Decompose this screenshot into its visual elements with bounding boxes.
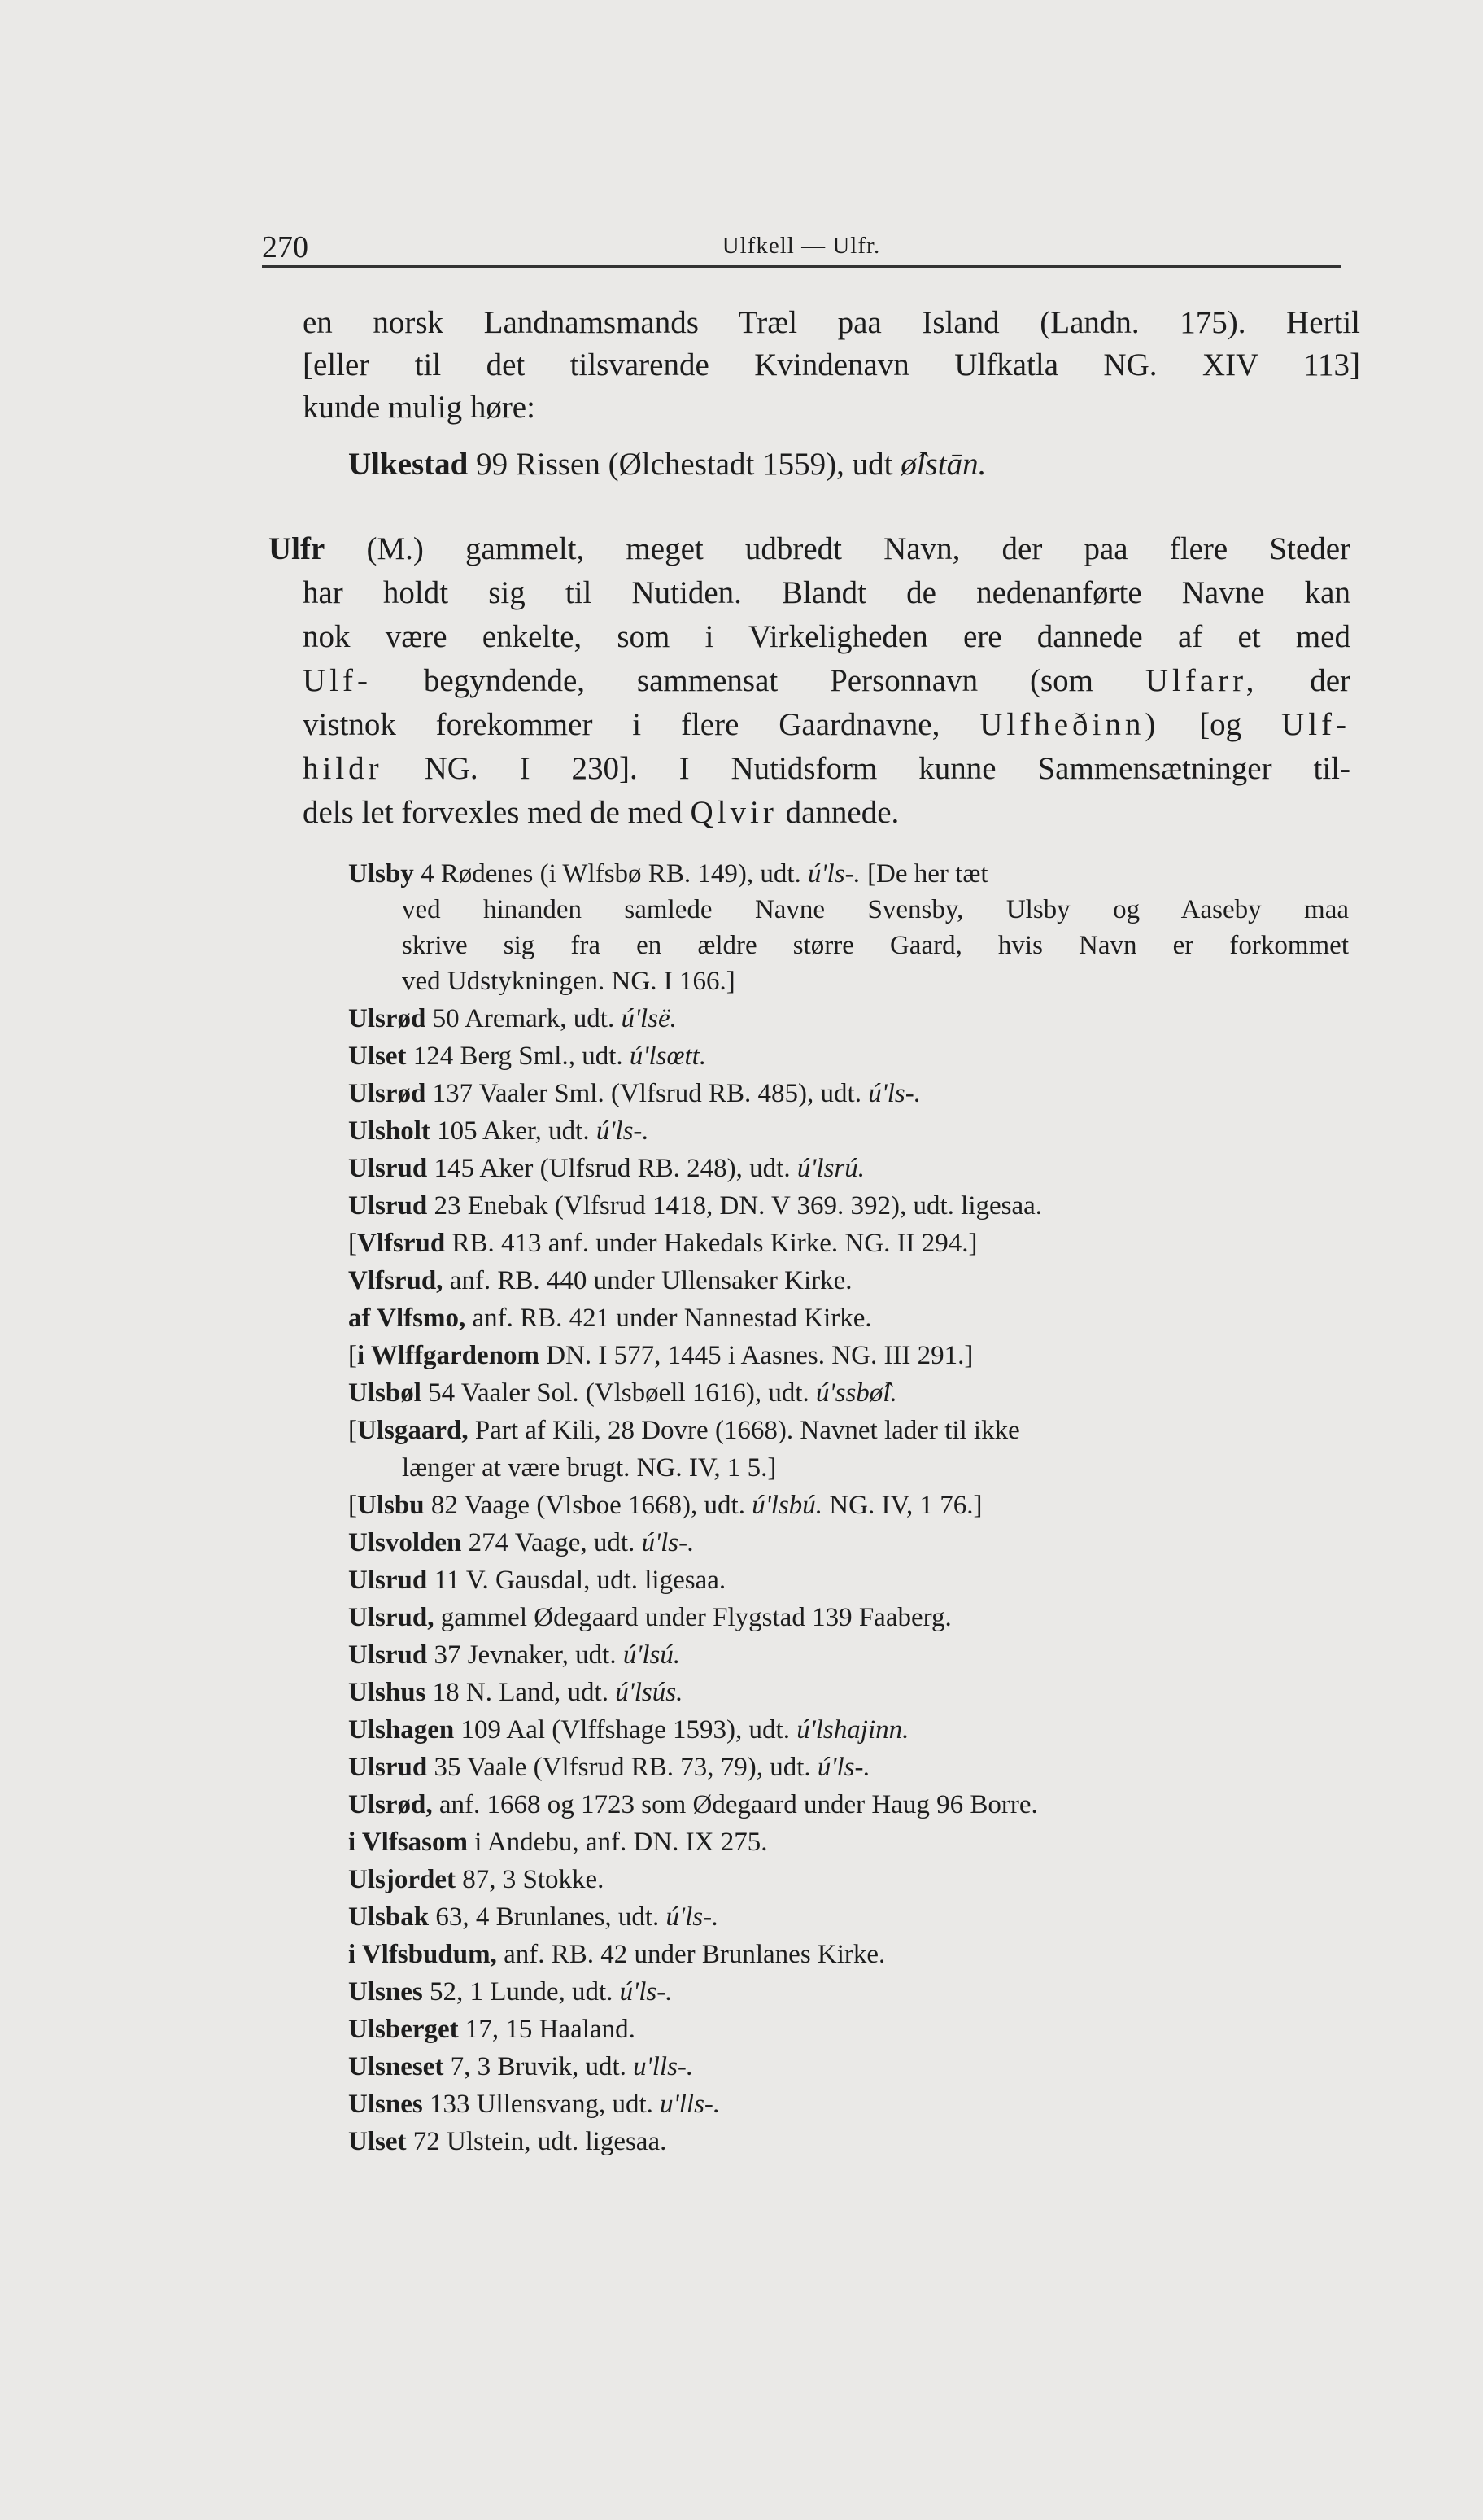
text-line: vistnok forekommer i flere Gaardnavne, Ulfheðinn) [og Ulf- — [303, 707, 1351, 742]
entry-line: Ulsbøl 54 Vaaler Sol. (Vlsbøell 1616), udt. ú'ssbø̂l. — [348, 1378, 897, 1408]
entry-line: Ulsjordet 87, 3 Stokke. — [348, 1865, 604, 1894]
entry-line: [Vlfsrud RB. 413 anf. under Hakedals Kirke. NG. II 294.] — [348, 1229, 978, 1258]
text-line: har holdt sig til Nutiden. Blandt de nedenanførte Navne kan — [303, 575, 1350, 610]
entry-continuation: skrive sig fra en ældre større Gaard, hvis Navn er forkommet — [402, 931, 1349, 960]
page-number: 270 — [262, 230, 308, 264]
entry-line: Ulsrud 37 Jevnaker, udt. ú'lsú. — [348, 1640, 681, 1670]
entry-line: Ulset 124 Berg Sml., udt. ú'lsœtt. — [348, 1042, 707, 1071]
entry-line: Ulsrud 35 Vaale (Vlfsrud RB. 73, 79), udt. ú'ls-. — [348, 1753, 870, 1782]
text-line: nok være enkelte, som i Virkeligheden ere dannede af et med — [303, 619, 1350, 654]
entry-line: Ulsvolden 274 Vaage, udt. ú'ls-. — [348, 1528, 695, 1557]
page-header — [262, 218, 1341, 268]
text-line: kunde mulig høre: — [303, 390, 535, 425]
headword: Ulfr — [268, 531, 325, 566]
entry-line: [i Wlffgardenom DN. I 577, 1445 i Aasnes. NG. III 291.] — [348, 1341, 974, 1370]
entry-continuation: ved Udstykningen. NG. I 166.] — [402, 967, 735, 996]
entry-line: Ulsrud, gammel Ødegaard under Flygstad 139 Faaberg. — [348, 1603, 952, 1632]
entry-name: Ulkestad — [348, 447, 469, 482]
entry-line: Ulset 72 Ulstein, udt. ligesaa. — [348, 2127, 667, 2156]
text-line: Ulfr (M.) gammelt, meget udbredt Navn, der paa flere Steder — [268, 531, 1351, 566]
entry-line: i Vlfsasom i Andebu, anf. DN. IX 275. — [348, 1828, 768, 1857]
entry-line: Ulsby 4 Rødenes (i Wlfsbø RB. 149), udt. ú'ls-. [De her tæt — [348, 859, 988, 889]
entry-continuation: længer at være brugt. NG. IV, 1 5.] — [402, 1453, 777, 1483]
entry-line: Ulsneset 7, 3 Bruvik, udt. u'lls-. — [348, 2052, 694, 2081]
text-line: [eller til det tilsvarende Kvindenavn Ulfkatla NG. XIV 113] — [303, 347, 1360, 382]
text-line: dels let forvexles med de med Qlvir dannede. — [303, 795, 900, 830]
entry-line: Ulsrud 145 Aker (Ulfsrud RB. 248), udt. ú'lsrú. — [348, 1154, 866, 1183]
entry-line: Ulsberget 17, 15 Haaland. — [348, 2015, 635, 2044]
entry-continuation: ved hinanden samlede Navne Svensby, Ulsby og Aaseby maa — [402, 895, 1349, 924]
entry-line: Ulshus 18 N. Land, udt. ú'lsús. — [348, 1678, 683, 1707]
entry-line: Ulsnes 133 Ullensvang, udt. u'lls-. — [348, 2090, 721, 2119]
entry-line: [Ulsgaard, Part af Kili, 28 Dovre (1668). Navnet lader til ikke — [348, 1416, 1020, 1445]
text-line: Ulf- begyndende, sammensat Personnavn (som Ulfarr, der — [303, 663, 1351, 698]
entry-line: Ulsbak 63, 4 Brunlanes, udt. ú'ls-. — [348, 1902, 719, 1932]
entry-line — [348, 446, 986, 483]
entry-line: Ulsholt 105 Aker, udt. ú'ls-. — [348, 1116, 649, 1146]
entry-line: Ulsrød, anf. 1668 og 1723 som Ødegaard under Haug 96 Borre. — [348, 1790, 1038, 1819]
entry-line: Ulshagen 109 Aal (Vlffshage 1593), udt. ú'lshajinn. — [348, 1715, 909, 1745]
entry-line: Ulsrød 137 Vaaler Sml. (Vlfsrud RB. 485), udt. ú'ls-. — [348, 1079, 922, 1108]
entry-line: [Ulsbu 82 Vaage (Vlsboe 1668), udt. ú'lsbú. NG. IV, 1 76.] — [348, 1491, 983, 1520]
entry-line: Ulsnes 52, 1 Lunde, udt. ú'ls-. — [348, 1977, 673, 2007]
text-line: hildr NG. I 230]. I Nutidsform kunne Sammensætninger til- — [303, 751, 1351, 786]
running-head: Ulfkell — Ulfr. — [722, 233, 881, 259]
text-line: en norsk Landnamsmands Træl paa Island (Landn. 175). Hertil — [303, 305, 1360, 340]
entry-pronunciation: ø̂lstān. — [901, 447, 987, 482]
entry-line: Ulsrud 11 V. Gausdal, udt. ligesaa. — [348, 1566, 726, 1595]
entry-line: af Vlfsmo, anf. RB. 421 under Nannestad Kirke. — [348, 1304, 872, 1333]
entry-line: Ulsrud 23 Enebak (Vlfsrud 1418, DN. V 369. 392), udt. ligesaa. — [348, 1191, 1043, 1221]
entry-text: 99 Rissen (Ølchestadt 1559), udt — [476, 447, 893, 482]
entry-line: i Vlfsbudum, anf. RB. 42 under Brunlanes Kirke. — [348, 1940, 886, 1969]
entry-line: Ulsrød 50 Aremark, udt. ú'lsë. — [348, 1004, 677, 1033]
entry-line: Vlfsrud, anf. RB. 440 under Ullensaker Kirke. — [348, 1266, 853, 1295]
